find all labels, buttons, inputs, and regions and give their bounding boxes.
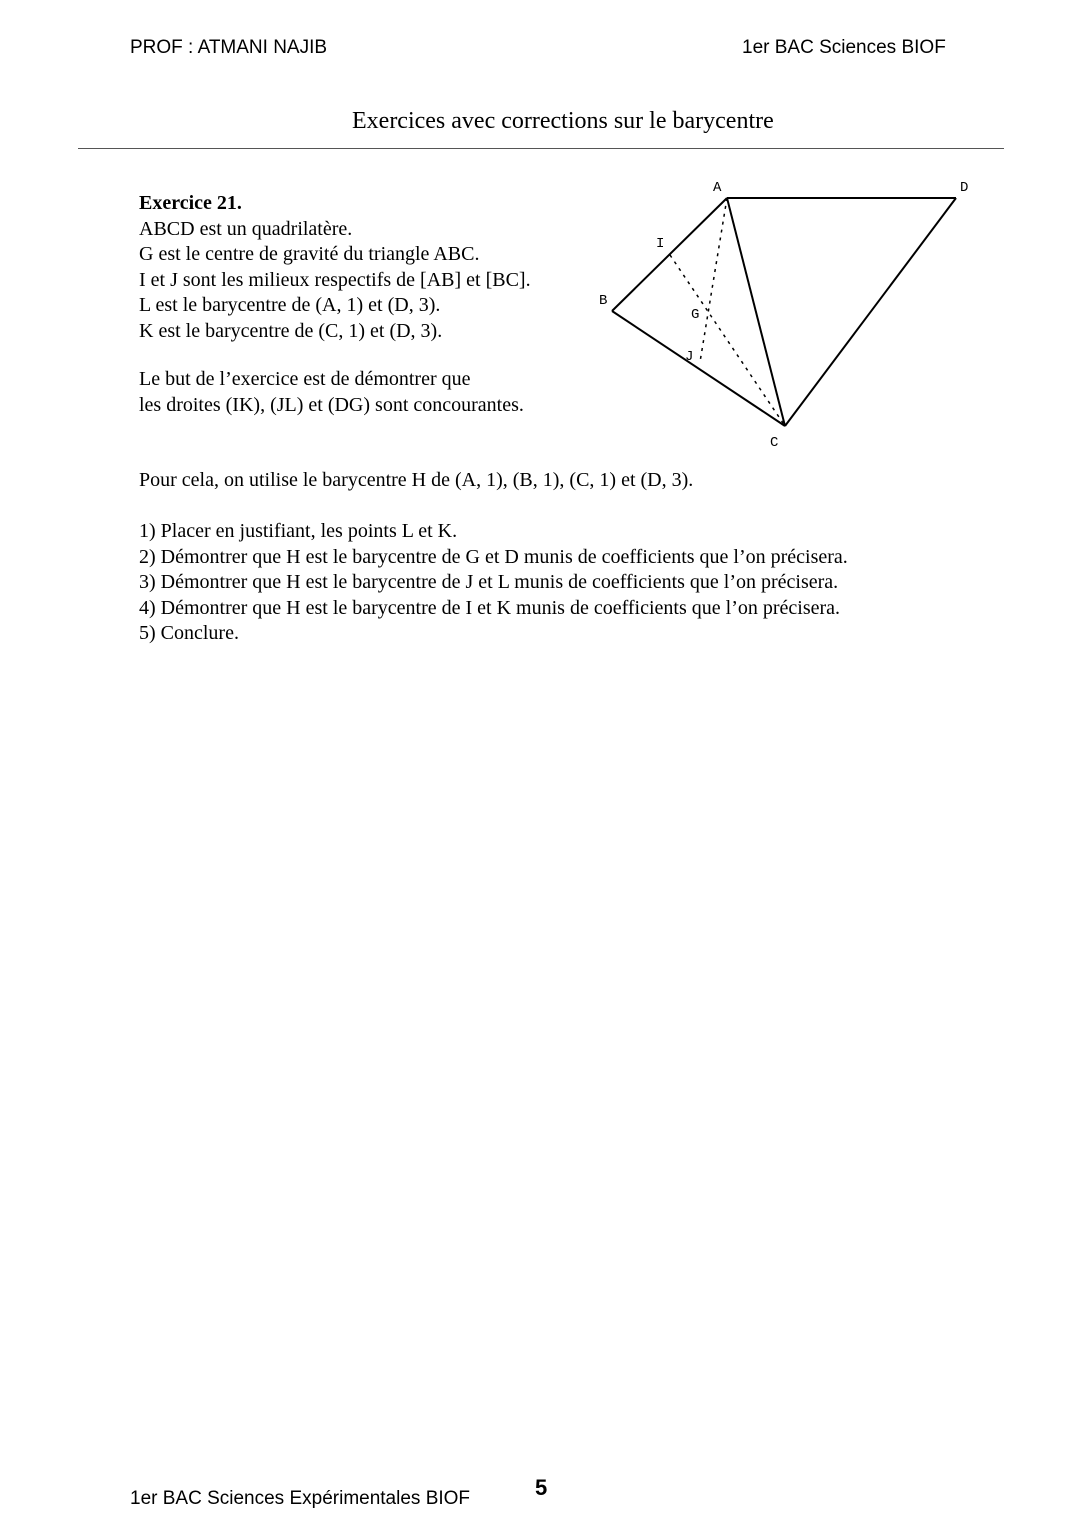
segment-ab — [612, 198, 727, 311]
label-a: A — [713, 180, 722, 196]
page-title: Exercices avec corrections sur le barycentre — [352, 108, 774, 134]
quadrilateral-figure — [590, 172, 990, 454]
statement-line: K est le barycentre de (C, 1) et (D, 3). — [139, 319, 443, 342]
page-number: 5 — [535, 1475, 548, 1500]
footer-class: 1er BAC Sciences Expérimentales BIOF — [130, 1488, 471, 1509]
statement-line: I et J sont les milieux respectifs de [AB] et [BC]. — [139, 268, 531, 291]
question-item: 2) Démontrer que H est le barycentre de G et D munis de coefficients que l’on précisera. — [139, 545, 848, 568]
method-line: Pour cela, on utilise le barycentre H de (A, 1), (B, 1), (C, 1) et (D, 3). — [139, 469, 694, 491]
label-i: I — [656, 236, 665, 252]
exercise-goal — [139, 367, 524, 418]
statement-line: ABCD est un quadrilatère. — [139, 217, 353, 240]
exercise-questions — [139, 519, 848, 647]
question-item: 5) Conclure. — [139, 622, 239, 644]
goal-line: les droites (IK), (JL) et (DG) sont concourantes. — [139, 393, 524, 416]
statement-line: G est le centre de gravité du triangle ABC. — [139, 243, 480, 265]
statement-line: L est le barycentre de (A, 1) et (D, 3). — [139, 294, 441, 316]
label-g: G — [691, 307, 700, 323]
segment-bc — [612, 311, 785, 426]
label-c: C — [770, 435, 779, 451]
exercise-heading: Exercice 21. — [139, 192, 242, 214]
question-item: 4) Démontrer que H est le barycentre de I et K munis de coefficients que l’on précisera. — [139, 596, 841, 619]
segment-ac — [727, 198, 785, 426]
label-d: D — [960, 180, 969, 196]
median-ic — [670, 255, 785, 426]
header-class: 1er BAC Sciences BIOF — [742, 37, 946, 58]
exercise-statement — [139, 191, 531, 344]
question-item: 3) Démontrer que H est le barycentre de J et L munis de coefficients que l’on précisera. — [139, 571, 839, 593]
goal-line: Le but de l’exercice est de démontrer que — [139, 368, 471, 390]
segment-dc — [785, 198, 956, 426]
label-j: J — [685, 349, 694, 365]
label-b: B — [599, 293, 608, 309]
median-aj — [700, 198, 727, 362]
title-divider — [78, 148, 1004, 149]
exercise-method — [139, 468, 693, 494]
header-author: PROF : ATMANI NAJIB — [130, 37, 328, 58]
question-item: 1) Placer en justifiant, les points L et K. — [139, 520, 458, 542]
